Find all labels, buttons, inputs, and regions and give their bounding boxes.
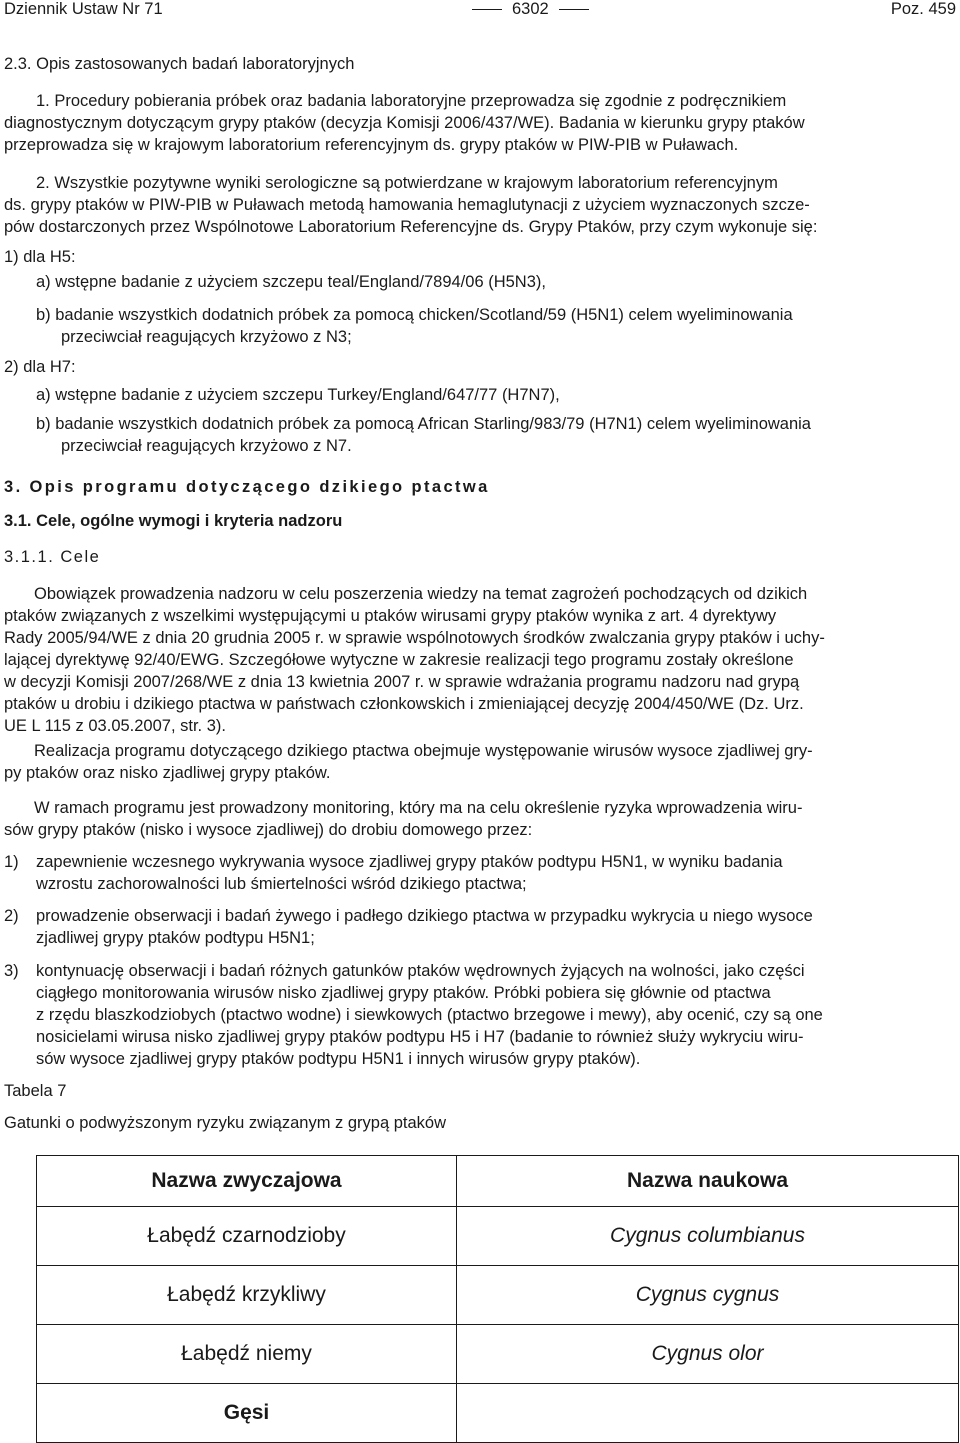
p1-line: przeprowadza się w krajowym laboratorium referencyjnym ds. grypy ptaków w PIW-PIB w Puławach.	[4, 136, 739, 154]
scientific-name-cell: Cygnus cygnus	[457, 1266, 959, 1325]
h7-item-b	[36, 413, 956, 457]
list-item-line: z rzędu blaszkodziobych (ptactwo wodne) i siewkowych (ptactwo brzegowe i mewy), aby ocenić, czy są one	[36, 1006, 823, 1024]
list-item-line: nosicielami wirusa nisko zjadliwej grypy ptaków podtypu H5 i H7 (badanie to również służy wykryciu wiru-	[36, 1028, 804, 1046]
table-label: Tabela 7	[4, 1082, 67, 1100]
p2-line: ds. grypy ptaków w PIW-PIB w Puławach metodą hamowania hemaglutynacji z użyciem wyznaczonych szcze-	[4, 196, 810, 214]
p3-line: ptaków u drobiu i dzikiego ptactwa w państwach członkowskich i zmieniającej decyzję 2004/450/WE (Dz. Urz.	[4, 695, 804, 713]
p3-line: w decyzji Komisji 2007/268/WE z dnia 13 kwietnia 2007 r. w sprawie wdrażania programu nadzoru nad grypą	[4, 673, 800, 691]
list-item-line: kontynuację obserwacji i badań różnych gatunków ptaków wędrownych żyjących na wolności, jako części	[36, 962, 805, 980]
p5-line: W ramach programu jest prowadzony monitoring, który ma na celu określenie ryzyka wprowadzenia wiru-	[34, 799, 803, 817]
h7-label: 2) dla H7:	[4, 358, 76, 376]
p3-line: Rady 2005/94/WE z dnia 20 grudnia 2005 r. w sprawie wspólnotowych środków zwalczania grypy ptaków i uchy-	[4, 629, 825, 647]
h7-b-line: przeciwciał reagujących krzyżowo z N7.	[61, 437, 352, 455]
section-heading-text: 2.3. Opis zastosowanych badań laboratoryjnych	[4, 55, 355, 73]
table-header-row	[37, 1156, 959, 1207]
list-item-line: zapewnienie wczesnego wykrywania wysoce zjadliwej grypy ptaków podtypu H5N1, w wyniku badania	[36, 853, 783, 871]
p2-line: 2. Wszystkie pozytywne wyniki serologiczne są potwierdzane w krajowym laboratorium referencyjnym	[36, 174, 778, 192]
table-header-cell: Nazwa zwyczajowa	[37, 1156, 457, 1207]
list-item-number: 3)	[4, 962, 19, 980]
position-number: Poz. 459	[890, 0, 956, 18]
list-item-line: ciągłego monitorowania wirusów nisko zjadliwej grypy ptaków. Próbki pobiera się głównie od ptactwa	[36, 984, 771, 1002]
scientific-name-cell	[457, 1384, 959, 1443]
paragraph-1	[4, 90, 956, 156]
common-name-cell: Łabędź niemy	[37, 1325, 457, 1384]
p3-line: ptaków związanych z wszelkimi występującymi u ptaków wirusami grypy ptaków wynika z art. 4 dyrektywy	[4, 607, 777, 625]
section-heading-3-1: 3.1. Cele, ogólne wymogi i kryteria nadzoru	[4, 512, 343, 530]
journal-title: Dziennik Ustaw Nr 71	[4, 0, 163, 18]
p1-line: 1. Procedury pobierania próbek oraz badania laboratoryjne przeprowadza się zgodnie z podręcznikiem	[36, 92, 787, 110]
section-heading-3: 3. Opis programu dotyczącego dzikiego ptactwa	[4, 478, 490, 496]
common-name-cell: Gęsi	[37, 1384, 457, 1443]
list-item-number: 1)	[4, 853, 19, 871]
paragraph-4	[4, 740, 956, 784]
species-table	[36, 1155, 959, 1443]
paragraph-2	[4, 172, 956, 238]
table-header-cell: Nazwa naukowa	[457, 1156, 959, 1207]
list-item-3	[4, 960, 956, 1070]
h7-b-line: b) badanie wszystkich dodatnich próbek za pomocą African Starling/983/79 (H7N1) celem wyeliminowania	[36, 415, 811, 433]
section-heading-3-1-1: 3.1.1. Cele	[4, 548, 101, 566]
h5-item-a: a) wstępne badanie z użyciem szczepu teal/England/7894/06 (H5N3),	[36, 273, 546, 291]
section-heading-2-3	[4, 53, 956, 75]
h5-item-b	[36, 304, 956, 348]
p4-line: Realizacja programu dotyczącego dzikiego ptactwa obejmuje występowanie wirusów wysoce zjadliwej gry-	[34, 742, 813, 760]
list-item-line: wzrostu zachorowalności lub śmiertelności wśród dzikiego ptactwa;	[36, 875, 527, 893]
list-item-2	[4, 905, 956, 949]
p2-line: pów dostarczonych przez Wspólnotowe Laboratorium Referencyjne ds. Grypy Ptaków, przy czym wykonuje się:	[4, 218, 818, 236]
table-row	[37, 1384, 959, 1443]
table-row	[37, 1325, 959, 1384]
h7-item-a: a) wstępne badanie z użyciem szczepu Turkey/England/647/77 (H7N7),	[36, 386, 560, 404]
page-number: 6302	[462, 0, 599, 19]
table-caption: Gatunki o podwyższonym ryzyku związanym z grypą ptaków	[4, 1114, 447, 1132]
p3-line: UE L 115 z 03.05.2007, str. 3).	[4, 717, 226, 735]
scientific-name-cell: Cygnus olor	[457, 1325, 959, 1384]
common-name-cell: Łabędź krzykliwy	[37, 1266, 457, 1325]
list-item-line: prowadzenie obserwacji i badań żywego i padłego dzikiego ptactwa w przypadku wykrycia u niego wysoce	[36, 907, 813, 925]
paragraph-5	[4, 797, 956, 841]
scientific-name-cell: Cygnus columbianus	[457, 1207, 959, 1266]
p3-line: lającej dyrektywę 92/40/EWG. Szczegółowe wytyczne w zakresie realizacji tego programu zostały określone	[4, 651, 794, 669]
table-row	[37, 1207, 959, 1266]
table-row	[37, 1266, 959, 1325]
list-item-line: sów wysoce zjadliwej grypy ptaków podtypu H5N1 i innych wirusów grypy ptaków).	[36, 1050, 641, 1068]
list-item-number: 2)	[4, 907, 19, 925]
list-item-1	[4, 851, 956, 895]
h5-b-line: przeciwciał reagujących krzyżowo z N3;	[61, 328, 352, 346]
p1-line: diagnostycznym dotyczącym grypy ptaków (decyzja Komisji 2006/437/WE). Badania w kierunku grypy ptaków	[4, 114, 805, 132]
common-name-cell: Łabędź czarnodzioby	[37, 1207, 457, 1266]
h5-label: 1) dla H5:	[4, 248, 76, 266]
p5-line: sów grypy ptaków (nisko i wysoce zjadliwej) do drobiu domowego przez:	[4, 821, 533, 839]
paragraph-3	[4, 583, 956, 737]
list-item-line: zjadliwej grypy ptaków podtypu H5N1;	[36, 929, 315, 947]
p3-line: Obowiązek prowadzenia nadzoru w celu poszerzenia wiedzy na temat zagrożeń pochodzących od dzikich	[34, 585, 808, 603]
p4-line: py ptaków oraz nisko zjadliwej grypy ptaków.	[4, 764, 331, 782]
page-header	[4, 0, 956, 22]
h5-b-line: b) badanie wszystkich dodatnich próbek za pomocą chicken/Scotland/59 (H5N1) celem wyeliminowania	[36, 306, 793, 324]
